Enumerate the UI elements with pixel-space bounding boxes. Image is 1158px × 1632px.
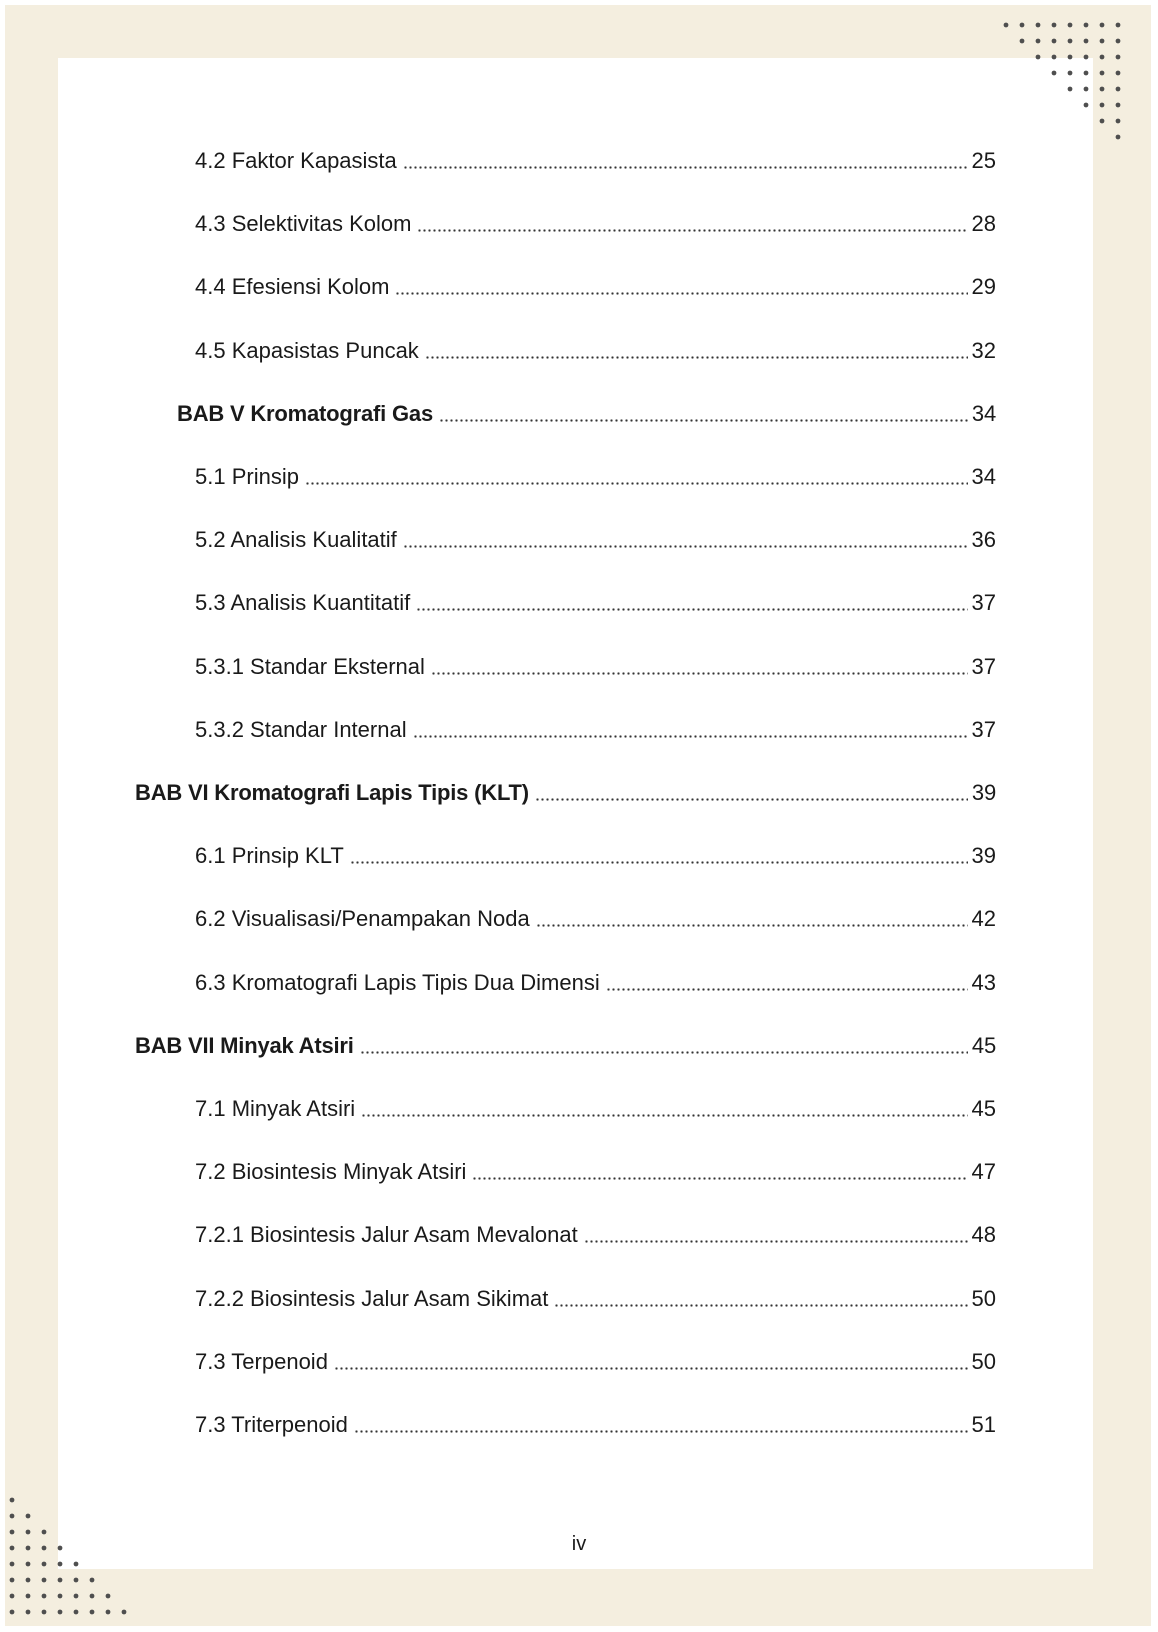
- toc-entry-page: 25: [971, 148, 996, 173]
- toc-entry-title: 4.2 Faktor Kapasista: [195, 148, 397, 173]
- toc-dot-leader: [403, 166, 968, 169]
- toc-entry: [195, 898, 996, 932]
- toc-dot-leader: [472, 1177, 967, 1180]
- toc-entry-title: 4.4 Efesiensi Kolom: [195, 274, 390, 299]
- toc-entry-page: 51: [971, 1412, 996, 1437]
- toc-dot-leader: [360, 1051, 968, 1054]
- toc-dot-leader: [350, 861, 968, 864]
- toc-entry: [195, 1151, 996, 1185]
- toc-entry-title: BAB V Kromatografi Gas: [177, 401, 433, 426]
- toc-dot-leader: [425, 356, 968, 359]
- toc-entry: [195, 456, 996, 490]
- toc-entry-page: 43: [971, 970, 996, 995]
- toc-entry: [195, 140, 996, 174]
- toc-entry: [195, 1404, 996, 1438]
- toc-entry-title: 7.2.1 Biosintesis Jalur Asam Mevalonat: [195, 1222, 578, 1247]
- toc-dot-leader: [361, 1114, 967, 1117]
- toc-entry: [195, 266, 996, 300]
- toc-entry-page: 42: [971, 906, 996, 931]
- toc-entry-page: 29: [971, 274, 996, 299]
- toc-entry-title: 5.1 Prinsip: [195, 464, 299, 489]
- toc-entry-page: 50: [971, 1349, 996, 1374]
- toc-entry-page: 37: [971, 654, 996, 679]
- toc-entry: [195, 1214, 996, 1248]
- toc-dot-leader: [403, 545, 968, 548]
- toc-entry: [195, 835, 996, 869]
- toc-entry: [195, 962, 996, 996]
- toc-entry: [135, 1025, 996, 1059]
- toc-entry-title: BAB VII Minyak Atsiri: [135, 1033, 354, 1058]
- toc-dot-leader: [535, 798, 968, 801]
- toc-entry-title: 7.3 Triterpenoid: [195, 1412, 348, 1437]
- toc-entry-title: 5.3.1 Standar Eksternal: [195, 654, 425, 679]
- toc-entry-page: 32: [971, 338, 996, 363]
- toc-entry: [195, 582, 996, 616]
- toc-dot-leader: [416, 608, 967, 611]
- toc-entry-page: 37: [971, 717, 996, 742]
- toc-entry-page: 39: [971, 843, 996, 868]
- toc-entry-title: BAB VI Kromatografi Lapis Tipis (KLT): [135, 780, 529, 805]
- toc-entry-page: 34: [971, 401, 996, 426]
- toc-entry-title: 7.3 Terpenoid: [195, 1349, 328, 1374]
- toc-entry-page: 48: [971, 1222, 996, 1247]
- toc-entry-title: 5.2 Analisis Kualitatif: [195, 527, 397, 552]
- toc-entry-page: 50: [971, 1286, 996, 1311]
- toc-dot-leader: [334, 1367, 968, 1370]
- toc-entry-page: 47: [971, 1159, 996, 1184]
- toc-dot-leader: [431, 672, 968, 675]
- toc-entry-page: 34: [971, 464, 996, 489]
- toc-entry-page: 39: [971, 780, 996, 805]
- toc-entry-title: 6.1 Prinsip KLT: [195, 843, 344, 868]
- toc-entry-title: 4.3 Selektivitas Kolom: [195, 211, 412, 236]
- toc-dot-leader: [584, 1240, 968, 1243]
- toc-entry-page: 45: [971, 1096, 996, 1121]
- toc-entry: [195, 709, 996, 743]
- toc-entry-title: 6.2 Visualisasi/Penampakan Noda: [195, 906, 530, 931]
- toc-entry-page: 37: [971, 590, 996, 615]
- toc-dot-leader: [417, 229, 967, 232]
- toc-entry-title: 4.5 Kapasistas Puncak: [195, 338, 419, 363]
- toc-entry-title: 7.1 Minyak Atsiri: [195, 1096, 356, 1121]
- page-number: iv: [571, 1533, 587, 1555]
- toc-dot-leader: [395, 292, 967, 295]
- toc-entry-title: 5.3.2 Standar Internal: [195, 717, 407, 742]
- toc-entry-page: 28: [971, 211, 996, 236]
- toc-entry: [135, 772, 996, 806]
- toc-entry-page: 45: [971, 1033, 996, 1058]
- toc-dot-leader: [439, 419, 968, 422]
- toc-dot-leader: [536, 924, 968, 927]
- toc-entry: [195, 519, 996, 553]
- toc-entry-page: 36: [971, 527, 996, 552]
- toc-dot-leader: [354, 1430, 968, 1433]
- toc-entry-title: 5.3 Analisis Kuantitatif: [195, 590, 411, 615]
- toc-entry: [177, 393, 996, 427]
- toc-entry: [195, 330, 996, 364]
- toc-dot-leader: [606, 988, 968, 991]
- toc-entry: [195, 646, 996, 680]
- toc-entry: [195, 203, 996, 237]
- toc-dot-leader: [305, 482, 968, 485]
- toc-dot-leader: [554, 1304, 967, 1307]
- toc-entry: [195, 1278, 996, 1312]
- toc-entry-title: 7.2.2 Biosintesis Jalur Asam Sikimat: [195, 1286, 549, 1311]
- toc-entry-title: 7.2 Biosintesis Minyak Atsiri: [195, 1159, 467, 1184]
- toc-entry-title: 6.3 Kromatografi Lapis Tipis Dua Dimensi: [195, 970, 600, 995]
- toc-dot-leader: [413, 735, 968, 738]
- toc-entry: [195, 1088, 996, 1122]
- toc-entry: [195, 1341, 996, 1375]
